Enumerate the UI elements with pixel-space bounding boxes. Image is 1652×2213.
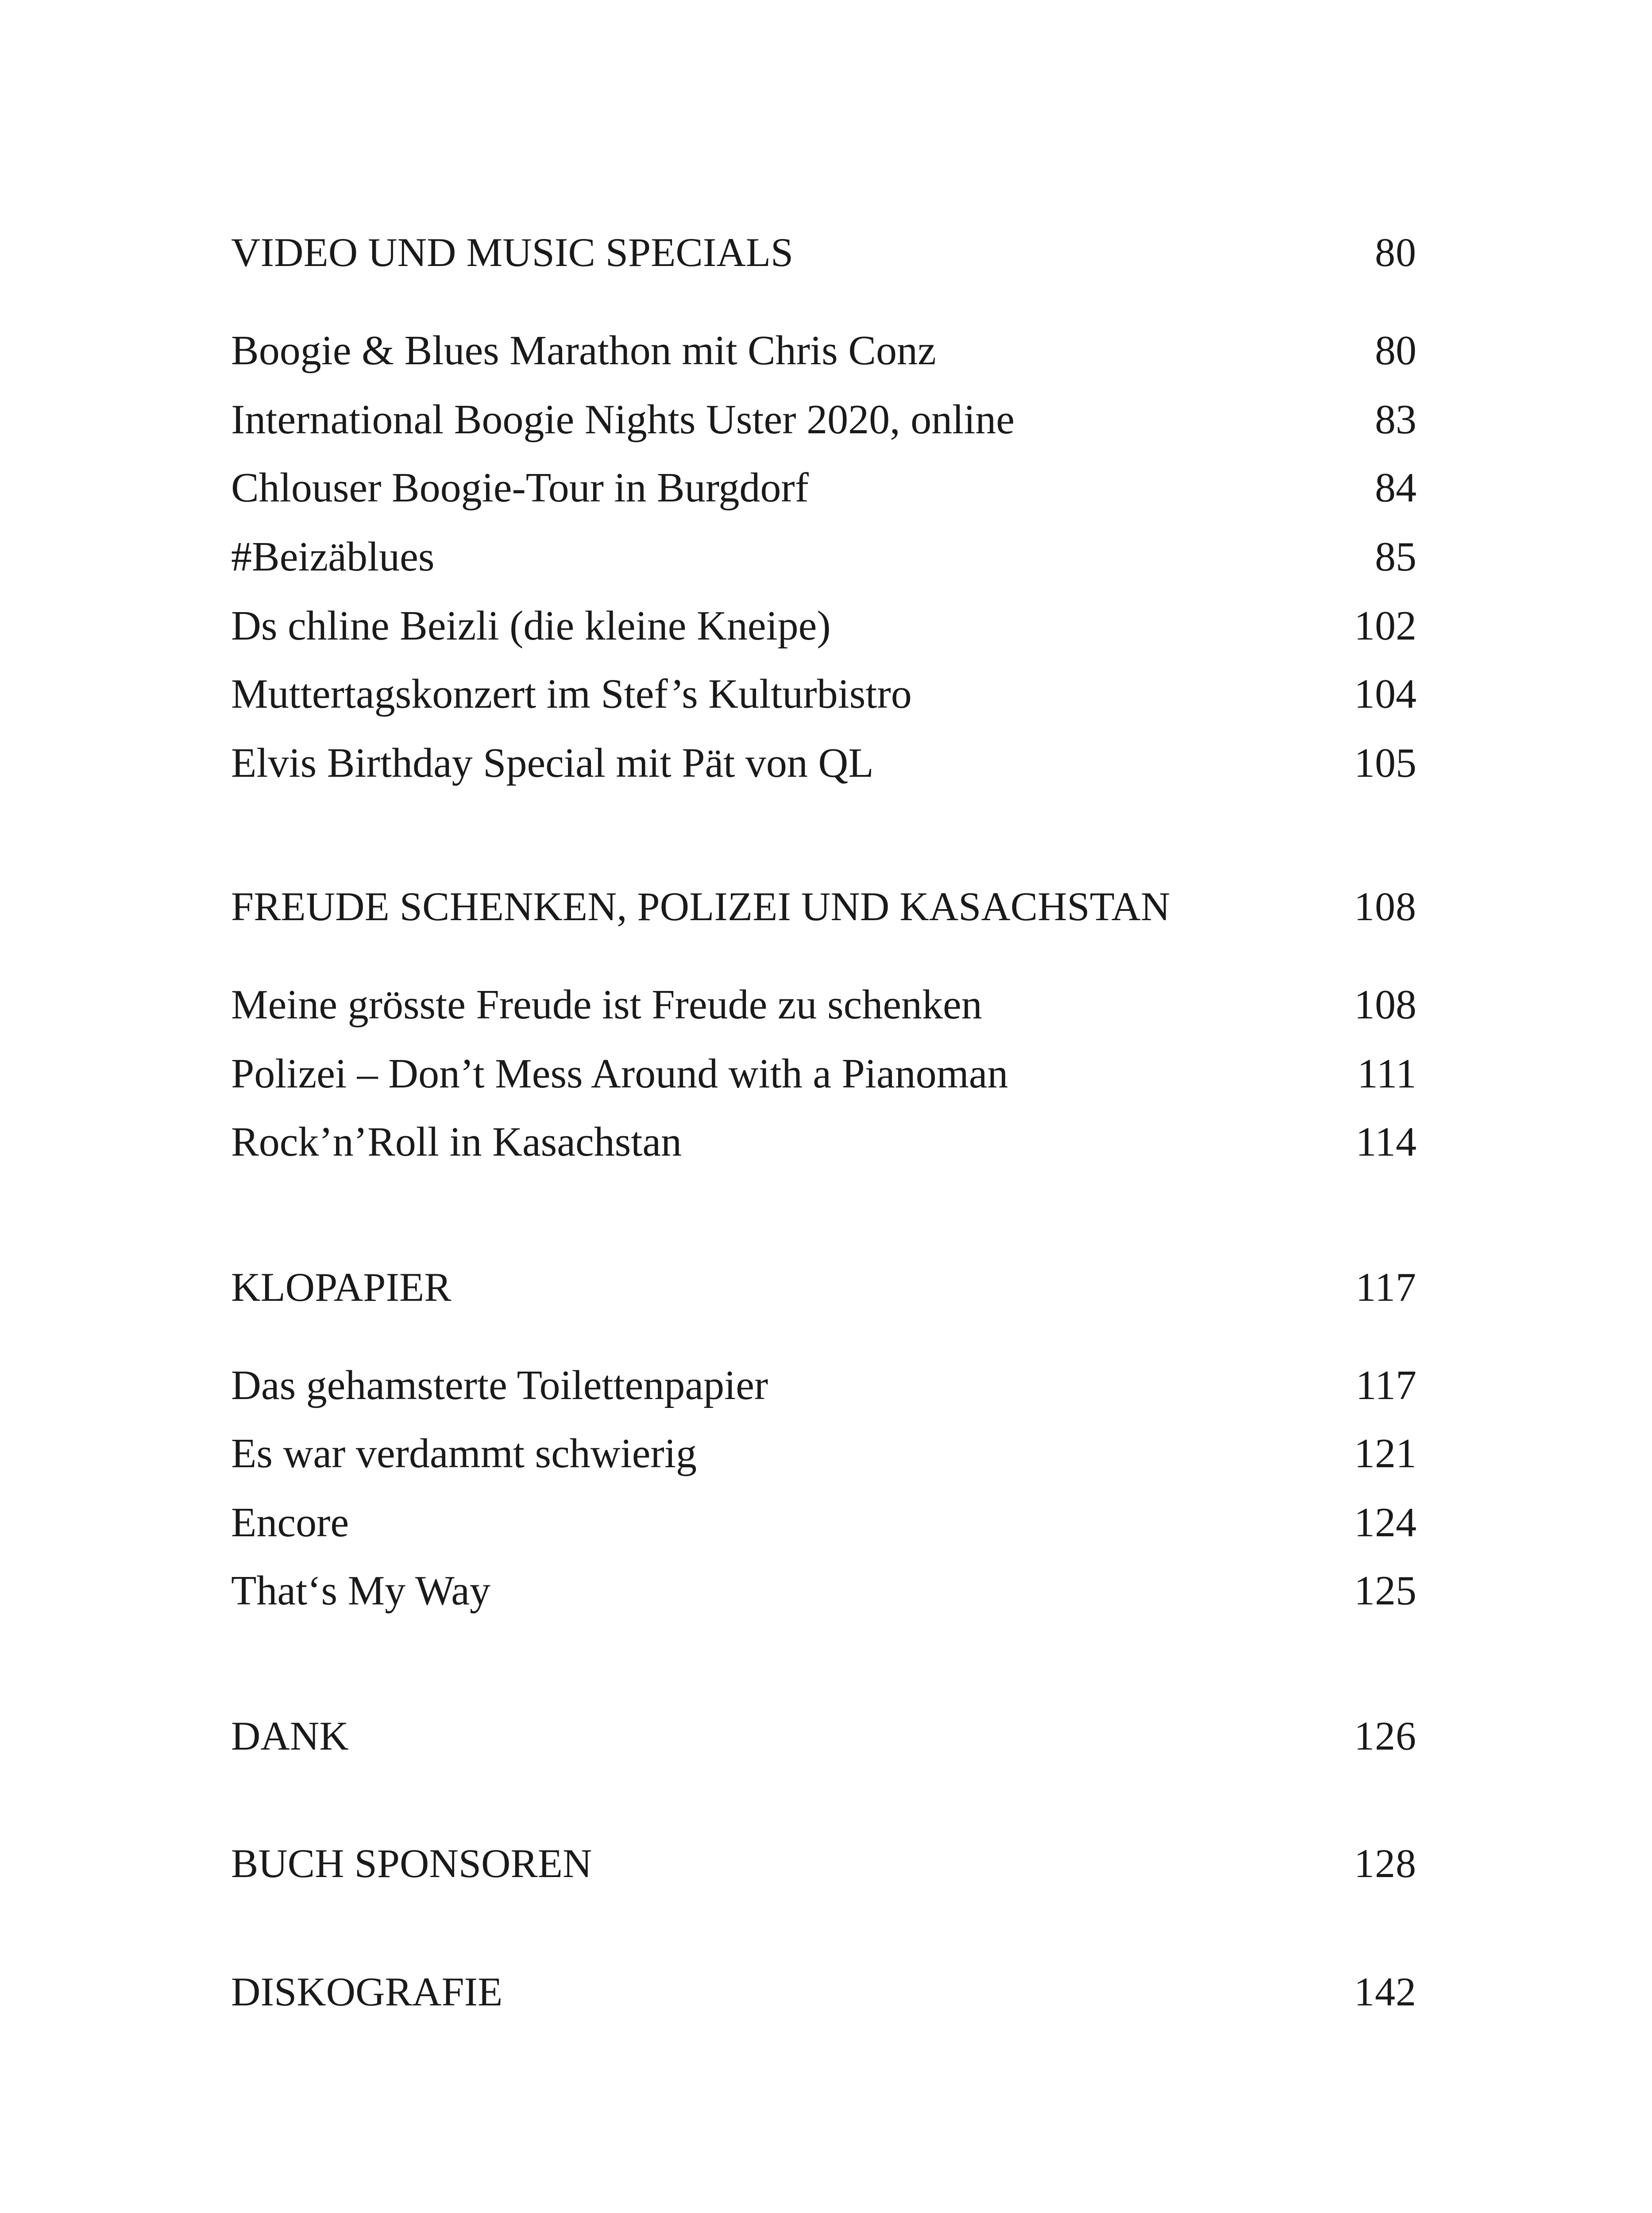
toc-entry-page: 105 bbox=[1354, 740, 1417, 786]
toc-heading bbox=[231, 1256, 1417, 1318]
toc-entry-title: International Boogie Nights Uster 2020, online bbox=[231, 397, 1015, 443]
toc-entry-page: 114 bbox=[1355, 1119, 1417, 1165]
toc-heading-page: 142 bbox=[1354, 1969, 1417, 2014]
toc-entry-title: Rock’n’Roll in Kasachstan bbox=[231, 1119, 682, 1165]
toc-heading-title: VIDEO UND MUSIC SPECIALS bbox=[231, 230, 794, 275]
toc-entry bbox=[231, 595, 1417, 657]
toc-entry-page: 80 bbox=[1375, 328, 1417, 374]
toc-entry bbox=[231, 663, 1417, 725]
toc-heading bbox=[231, 1705, 1417, 1767]
toc-entry bbox=[231, 1111, 1417, 1173]
toc-entry bbox=[231, 1560, 1417, 1622]
toc-entry-title: #Beizäblues bbox=[231, 534, 435, 580]
toc-heading bbox=[231, 875, 1417, 937]
toc-entry-title: Ds chline Beizli (die kleine Kneipe) bbox=[231, 603, 831, 649]
toc-heading-title: DANK bbox=[231, 1713, 349, 1758]
toc-entry-page: 117 bbox=[1355, 1362, 1417, 1408]
toc-entry-page: 125 bbox=[1354, 1568, 1417, 1614]
toc-entry-title: Meine grösste Freude ist Freude zu schenken bbox=[231, 982, 982, 1028]
toc-entry-page: 85 bbox=[1375, 534, 1417, 580]
toc-entry bbox=[231, 1043, 1417, 1105]
toc-entry-title: Encore bbox=[231, 1500, 349, 1546]
toc-heading bbox=[231, 221, 1417, 283]
toc-heading-title: FREUDE SCHENKEN, POLIZEI UND KASACHSTAN bbox=[231, 884, 1170, 929]
toc-entry bbox=[231, 974, 1417, 1036]
toc-entry bbox=[231, 1354, 1417, 1416]
toc-heading-title: DISKOGRAFIE bbox=[231, 1969, 503, 2014]
toc-heading-title: KLOPAPIER bbox=[231, 1265, 452, 1310]
toc-entry-page: 111 bbox=[1357, 1051, 1417, 1097]
toc-heading-page: 126 bbox=[1354, 1713, 1417, 1758]
toc-entry-page: 124 bbox=[1354, 1500, 1417, 1546]
toc-entry-title: Polizei – Don’t Mess Around with a Pianoman bbox=[231, 1051, 1008, 1097]
toc-entry-title: Es war verdammt schwierig bbox=[231, 1430, 697, 1477]
toc-entry-page: 83 bbox=[1375, 397, 1417, 443]
toc-entry bbox=[231, 1423, 1417, 1484]
toc-entry bbox=[231, 457, 1417, 519]
toc-entry-title: Das gehamsterte Toilettenpapier bbox=[231, 1362, 768, 1408]
toc-heading-page: 117 bbox=[1355, 1265, 1417, 1310]
table-of-contents bbox=[231, 0, 1417, 2213]
toc-entry-page: 102 bbox=[1354, 603, 1417, 649]
toc-entry-page: 121 bbox=[1354, 1430, 1417, 1477]
toc-entry bbox=[231, 1492, 1417, 1554]
toc-heading-page: 108 bbox=[1354, 884, 1417, 929]
toc-heading-page: 128 bbox=[1354, 1841, 1417, 1886]
toc-entry bbox=[231, 732, 1417, 794]
toc-heading bbox=[231, 1961, 1417, 2023]
toc-entry-title: Muttertagskonzert im Stef’s Kulturbistro bbox=[231, 671, 912, 717]
toc-entry-page: 84 bbox=[1375, 465, 1417, 511]
toc-heading bbox=[231, 1832, 1417, 1894]
toc-entry-page: 108 bbox=[1354, 982, 1417, 1028]
toc-heading-page: 80 bbox=[1375, 230, 1417, 275]
toc-entry bbox=[231, 389, 1417, 451]
toc-heading-title: BUCH SPONSOREN bbox=[231, 1841, 592, 1886]
toc-entry-title: Chlouser Boogie-Tour in Burgdorf bbox=[231, 465, 809, 511]
toc-entry bbox=[231, 526, 1417, 588]
toc-entry bbox=[231, 320, 1417, 382]
toc-entry-title: That‘s My Way bbox=[231, 1568, 490, 1614]
toc-entry-title: Boogie & Blues Marathon mit Chris Conz bbox=[231, 328, 936, 374]
toc-entry-page: 104 bbox=[1354, 671, 1417, 717]
toc-entry-title: Elvis Birthday Special mit Pät von QL bbox=[231, 740, 874, 786]
